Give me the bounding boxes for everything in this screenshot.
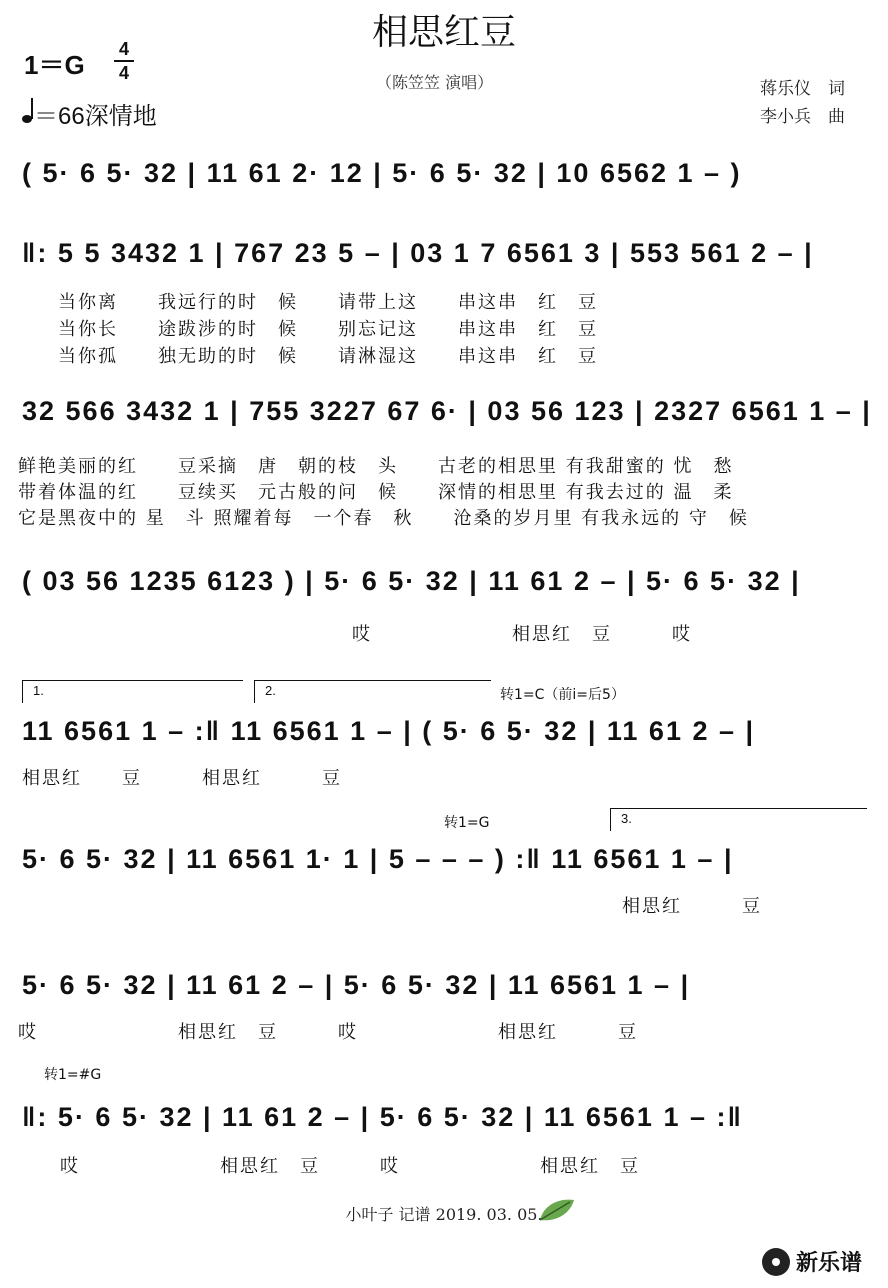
lyric-line-4: 哎 相思红 豆 哎 (352, 624, 692, 645)
score-line-2: ‖: 5 5 3432 1 | 767 23 5 – | 03 1 7 6561 3 | 553 561 2 – | (22, 238, 814, 268)
composer-credit: 李小兵 曲 (760, 107, 845, 127)
time-signature-top: 4 (118, 39, 129, 59)
lyric-line-6: 相思红 豆 (622, 896, 762, 917)
score-line-6: 5· 6 5· 32 | 11 6561 1· 1 | 5 – – – ) :‖ 11 6561 1 – | (22, 844, 734, 874)
lyric-line-7: 哎 相思红 豆 哎 相思红 豆 (18, 1022, 638, 1043)
volta-1 (22, 680, 243, 703)
logo-text: 新乐谱 (796, 1251, 863, 1276)
expression-mark: 深情地 (84, 103, 157, 130)
lyric-line-5: 相思红 豆 相思红 豆 (22, 768, 342, 789)
record-disc-icon (762, 1248, 790, 1276)
volta-2-label: 2. (265, 683, 276, 698)
lyric-line-2-verse-1: 当你离 我远行的时 候 请带上这 串这串 红 豆 (58, 292, 598, 313)
tempo-marking (22, 96, 157, 131)
leaf-icon (536, 1196, 576, 1228)
time-signature (114, 38, 134, 84)
song-title: 相思红豆 (371, 12, 516, 53)
key-signature: 1＝G (24, 50, 85, 80)
tempo-value: ＝66 (34, 103, 85, 130)
quarter-note-icon (22, 98, 34, 131)
score-line-4: ( 03 56 1235 6123 ) | 5· 6 5· 32 | 11 61 2 – | 5· 6 5· 32 | (22, 566, 801, 596)
singer-credit: （陈笠笠 演唱） (376, 73, 494, 92)
modulation-mark-sharp-g: 转1=#G (44, 1067, 102, 1083)
volta-2 (254, 680, 491, 703)
lyric-line-3-verse-3: 它是黑夜中的 星 斗 照耀着每 一个春 秋 沧桑的岁月里 有我永远的 守 候 (18, 508, 749, 529)
score-line-3: 32 566 3432 1 | 755 3227 67 6· | 03 56 123 | 2327 6561 1 – | (22, 396, 872, 426)
volta-1-label: 1. (33, 683, 44, 698)
modulation-mark-c: 转1=C（前i=后5） (500, 687, 625, 703)
lyric-line-2-verse-3: 当你孤 独无助的时 候 请淋湿这 串这串 红 豆 (58, 346, 598, 367)
score-line-7: 5· 6 5· 32 | 11 61 2 – | 5· 6 5· 32 | 11 6561 1 – | (22, 970, 691, 1000)
lyric-line-2-verse-2: 当你长 途跋涉的时 候 别忘记这 串这串 红 豆 (58, 319, 598, 340)
volta-3-label: 3. (621, 811, 632, 826)
transcriber-note: 小叶子 记谱 2019. 03. 05. (345, 1205, 543, 1224)
modulation-mark-g: 转1=G (444, 815, 490, 831)
score-line-1: ( 5· 6 5· 32 | 11 61 2· 12 | 5· 6 5· 32 | 10 6562 1 – ) (22, 158, 742, 188)
site-logo (762, 1246, 862, 1277)
lyric-line-3-verse-1: 鲜艳美丽的红 豆采摘 唐 朝的枝 头 古老的相思里 有我甜蜜的 忧 愁 (18, 456, 734, 477)
score-line-8: ‖: 5· 6 5· 32 | 11 61 2 – | 5· 6 5· 32 | 11 6561 1 – :‖ (22, 1102, 743, 1132)
lyric-line-8: 哎 相思红 豆 哎 相思红 豆 (60, 1156, 640, 1177)
time-signature-bottom: 4 (118, 63, 129, 83)
score-line-5: 11 6561 1 – :‖ 11 6561 1 – | ( 5· 6 5· 32 | 11 61 2 – | (22, 716, 756, 746)
volta-3 (610, 808, 867, 831)
lyricist-credit: 蒋乐仪 词 (760, 79, 845, 99)
lyric-line-3-verse-2: 带着体温的红 豆续买 元古般的问 候 深情的相思里 有我去过的 温 柔 (18, 482, 734, 503)
